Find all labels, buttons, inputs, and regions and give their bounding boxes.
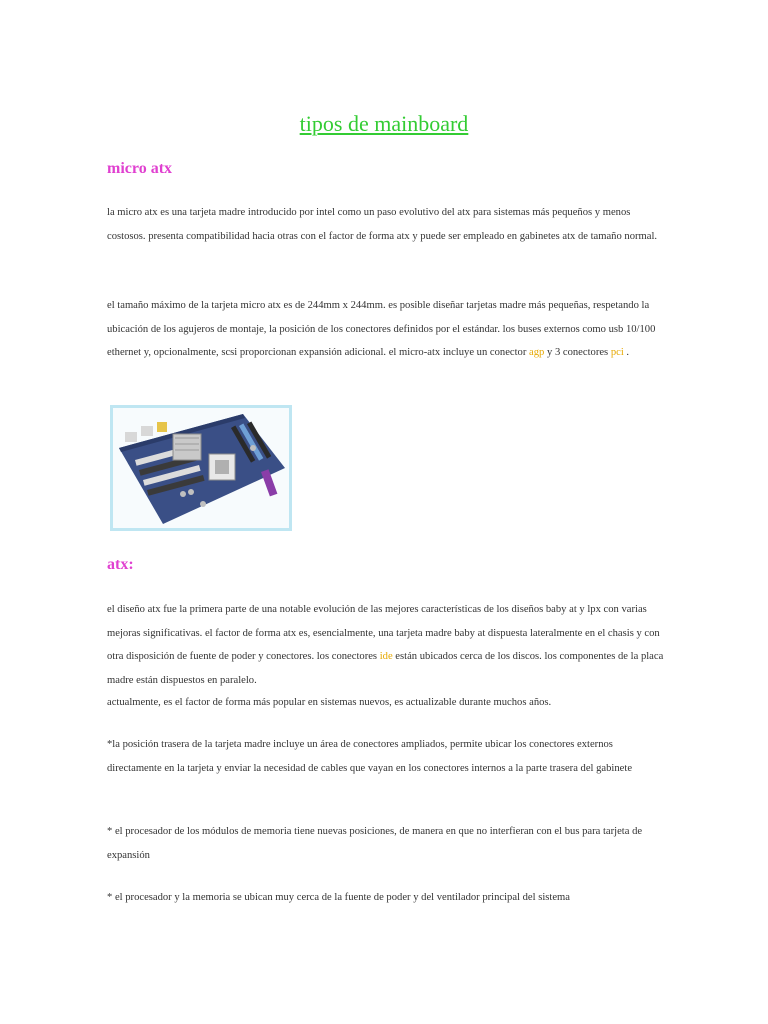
atx-paragraph-2: actualmente, es el factor de forma más popular en sistemas nuevos, es actualizable durante muchos años. [107, 697, 552, 708]
rear-connector [125, 432, 137, 442]
heading-atx: atx: [107, 556, 134, 573]
heading-micro-atx: micro atx [107, 160, 173, 177]
agp-link[interactable]: agp [529, 347, 545, 358]
atx-paragraph-1 [107, 598, 667, 692]
atx-paragraph-3: *la posición trasera de la tarjeta madre incluye un área de conectores ampliados, permite ubicar los conectores externos directamente en la tarjeta y enviar la necesidad de cables que vayan en los conectores internos a la parte trasera del gabinete [107, 739, 633, 774]
rear-connector [141, 426, 153, 436]
ide-connector [261, 469, 277, 496]
atx-paragraph-1-end: están ubicados cerca de los discos. los componentes de la placa madre están dispuestos en paralelo. [107, 651, 664, 686]
rear-connector [157, 422, 167, 432]
motherboard-illustration [113, 408, 289, 528]
motherboard-photo [110, 405, 292, 531]
micro-atx-paragraph-2 [107, 294, 667, 365]
pci-link[interactable]: pci [610, 347, 624, 358]
micro-atx-paragraph-2-mid: y 3 conectores [544, 347, 611, 358]
atx-paragraph-5: * el procesador y la memoria se ubican muy cerca de la fuente de poder y del ventilador principal del sistema [107, 892, 571, 903]
atx-paragraph-1-text: el diseño atx fue la primera parte de una notable evolución de las mejores características de los diseños baby at y lpx con varias mejoras significativas. el factor de forma atx es, esencialmente, una tarjeta madre baby at dispuesta lateralmente en el chasis y con otra disposición de fuente de poder y conectores. los conectores [107, 604, 660, 662]
ide-link[interactable]: ide [379, 651, 393, 662]
micro-atx-paragraph-2-text: el tamaño máximo de la tarjeta micro atx es de 244mm x 244mm. es posible diseñar tarjetas madre más pequeñas, respetando la ubicación de los agujeros de montaje, la posición de los conectores definidos por el estándar. los buses externos como usb 10/100 ethernet y, opcionalmente, scsi proporcionan expansión adicional. el micro-atx incluye un conector [107, 300, 656, 358]
micro-atx-paragraph-2-end: . [623, 347, 630, 358]
micro-atx-paragraph-1: la micro atx es una tarjeta madre introducido por intel como un paso evolutivo del atx para sistemas más pequeños y menos costosos. presenta compatibilidad hacia otras con el factor de forma atx y puede ser empleado en gabinetes atx de tamaño normal. [107, 207, 658, 242]
page-title: tipos de mainboard [299, 111, 469, 136]
atx-paragraph-4: * el procesador de los módulos de memoria tiene nuevas posiciones, de manera en que no interfieran con el bus para tarjeta de expansión [107, 826, 643, 861]
